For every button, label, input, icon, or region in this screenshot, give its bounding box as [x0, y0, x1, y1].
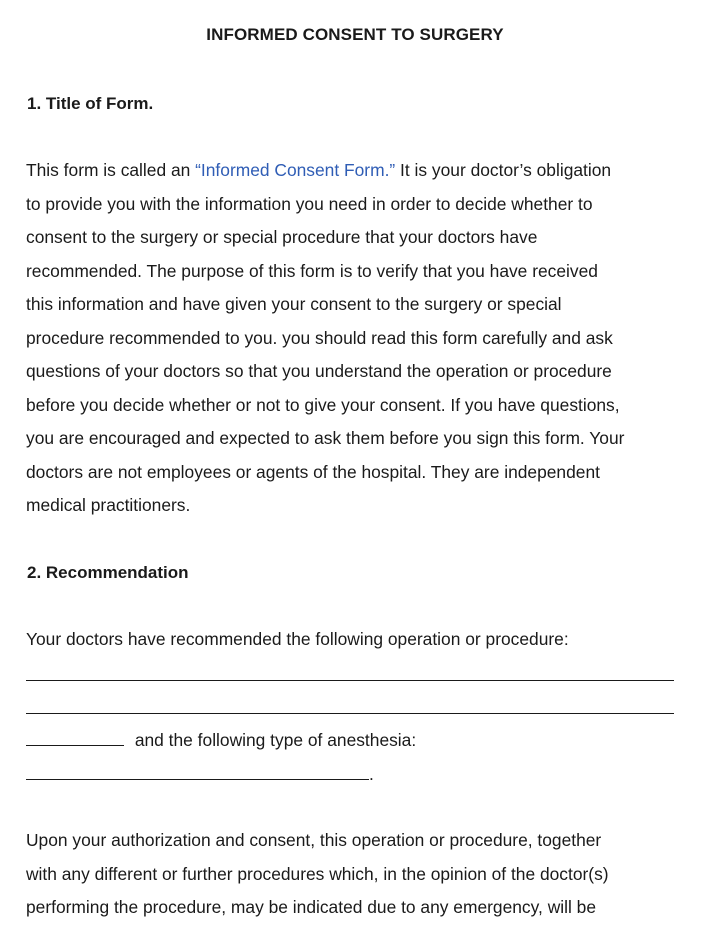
paragraph-line: this information and have given your consent to the surgery or special: [26, 294, 562, 314]
paragraph-line: performing the procedure, may be indicated due to any emergency, will be: [26, 897, 597, 917]
paragraph-line: Upon your authorization and consent, this operation or procedure, together: [26, 830, 602, 850]
paragraph-line: recommended. The purpose of this form is to verify that you have received: [26, 260, 598, 281]
anesthesia-text: and the following type of anesthesia:: [130, 730, 417, 750]
procedure-blank-line-2[interactable]: [26, 713, 674, 714]
paragraph-line: to provide you with the information you need in order to decide whether to: [26, 193, 593, 214]
paragraph-line: doctors are not employees or agents of the hospital. They are independent: [26, 461, 600, 482]
section-1-paragraph: [26, 154, 696, 523]
anesthesia-line: [26, 724, 696, 791]
authorization-paragraph: [26, 824, 696, 925]
procedure-blank-short[interactable]: [26, 730, 124, 746]
recommendation-text: [26, 623, 696, 657]
paragraph-line: Your doctors have recommended the following operation or procedure:: [26, 629, 569, 649]
paragraph-line: [26, 154, 696, 188]
paragraph-line: with any different or further procedures which, in the opinion of the doctor(s): [26, 863, 609, 884]
paragraph-line: procedure recommended to you. you should read this form carefully and ask: [26, 327, 613, 348]
paragraph-line: you are encouraged and expected to ask them before you sign this form. Your: [26, 428, 625, 448]
informed-consent-form-link[interactable]: “Informed Consent Form.”: [195, 160, 396, 180]
anesthesia-period: .: [369, 763, 374, 784]
section-1-heading: 1. Title of Form.: [27, 94, 154, 113]
paragraph-line: medical practitioners.: [26, 495, 191, 515]
paragraph-line: consent to the surgery or special procedure that your doctors have: [26, 227, 538, 247]
section-2-heading: 2. Recommendation: [27, 563, 189, 582]
line-text-pre: This form is called an: [26, 160, 196, 180]
document-title: INFORMED CONSENT TO SURGERY: [206, 25, 504, 44]
paragraph-line: questions of your doctors so that you understand the operation or procedure: [26, 361, 612, 381]
anesthesia-blank[interactable]: [26, 764, 369, 780]
line-text-post: It is your doctor’s obligation: [395, 160, 612, 180]
paragraph-line: before you decide whether or not to give your consent. If you have questions,: [26, 394, 620, 415]
procedure-blank-line-1[interactable]: [26, 680, 674, 681]
